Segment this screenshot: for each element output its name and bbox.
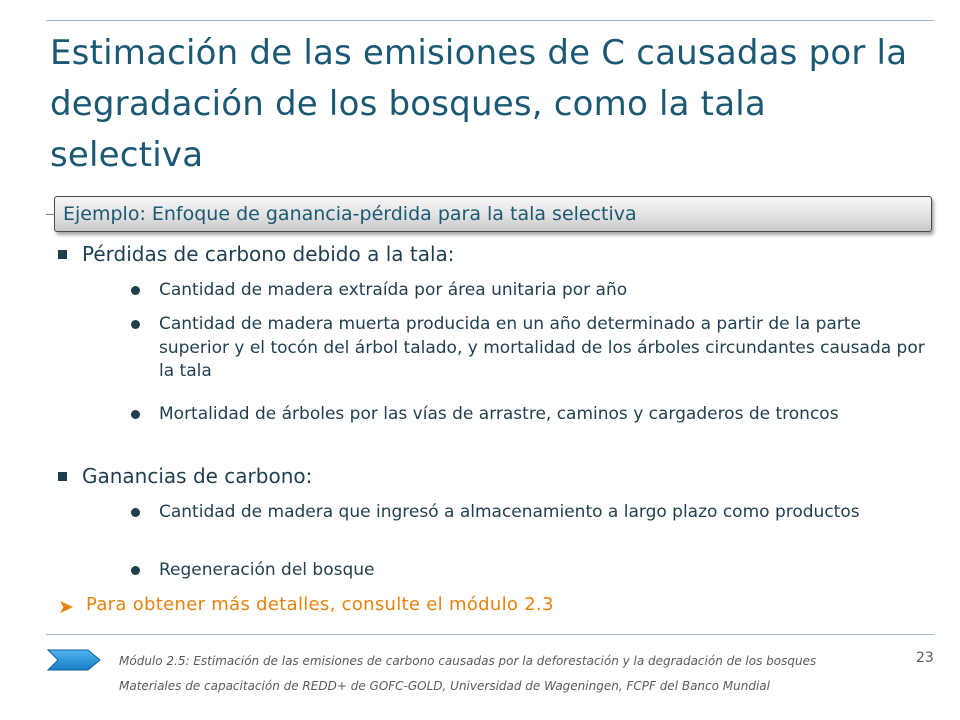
bottom-rule [46,634,934,635]
dot-bullet-icon [131,410,140,419]
dot-bullet-icon [131,508,140,517]
section-heading-gains: Ganancias de carbono: [82,464,313,488]
page-number: 23 [916,650,934,666]
list-item: Mortalidad de árboles por las vías de arrastre, caminos y cargaderos de troncos [159,404,839,424]
square-bullet-icon [58,472,67,481]
arrow-bullet-icon: ➤ [58,596,74,618]
dot-bullet-icon [131,566,140,575]
top-rule [46,20,934,21]
subtitle-tick [46,214,54,215]
dot-bullet-icon [131,286,140,295]
chevron-arrow-icon [46,648,102,672]
list-item: Cantidad de madera extraída por área unitaria por año [159,280,628,300]
subtitle-text: Ejemplo: Enfoque de ganancia-pérdida para la tala selectiva [63,203,637,225]
dot-bullet-icon [131,320,140,329]
list-item: Cantidad de madera muerta producida en un año determinado a partir de la parte superior y el tocón del árbol talado, y mortalidad de los árboles circundantes causada por la tala [159,314,925,381]
footer-module-text: Módulo 2.5: Estimación de las emisiones de carbono causadas por la deforestación y la degradación de los bosques [119,654,817,668]
square-bullet-icon [58,250,67,259]
section-heading-losses: Pérdidas de carbono debido a la tala: [82,242,455,266]
slide-title: Estimación de las emisiones de C causadas por la degradación de los bosques, como la tala selectiva [50,33,908,175]
footer-credits-text: Materiales de capacitación de REDD+ de GOFC-GOLD, Universidad de Wageningen, FCPF del Banco Mundial [119,679,770,693]
list-item: Regeneración del bosque [159,560,375,580]
list-item: Cantidad de madera que ingresó a almacenamiento a largo plazo como productos [159,502,860,522]
more-info-link[interactable]: Para obtener más detalles, consulte el módulo 2.3 [86,594,554,615]
subtitle-banner [54,196,932,232]
